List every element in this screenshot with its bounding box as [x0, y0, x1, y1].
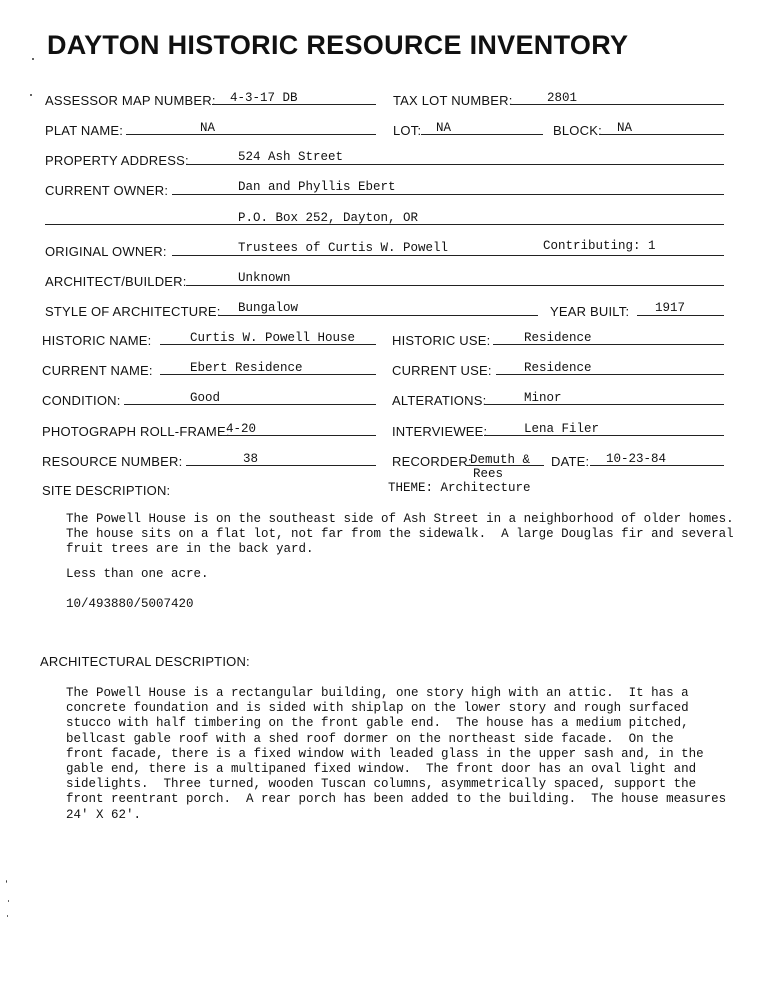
tax-lot-value: 2801	[547, 91, 578, 105]
style-line	[218, 315, 538, 316]
historic-use-label: HISTORIC USE:	[392, 333, 491, 348]
scan-speck	[7, 915, 8, 917]
site-description-text: The Powell House is on the southeast side of Ash Street in a neighborhood of older homes. The house sits on a flat lot, not far from the sidewalk. A large Douglas fir and several fruit trees are in the back yard.	[66, 512, 734, 557]
resource-number-line	[186, 465, 376, 466]
property-address-value: 524 Ash Street	[238, 150, 344, 164]
current-owner-value-1: Dan and Phyllis Ebert	[238, 180, 396, 194]
scan-speck	[6, 880, 7, 883]
plat-name-value: NA	[200, 121, 216, 135]
current-name-label: CURRENT NAME:	[42, 363, 153, 378]
date-value: 10-23-84	[606, 452, 667, 466]
architectural-description-label: ARCHITECTURAL DESCRIPTION:	[40, 654, 250, 669]
resource-number-value: 38	[243, 452, 259, 466]
architect-builder-line	[186, 285, 724, 286]
condition-line	[124, 404, 376, 405]
block-label: BLOCK:	[553, 123, 602, 138]
form-title: DAYTON HISTORIC RESOURCE INVENTORY	[47, 30, 629, 60]
tax-lot-line	[510, 104, 724, 105]
scan-speck	[32, 58, 34, 60]
recorder-label: RECORDER:	[392, 454, 472, 469]
interviewee-label: INTERVIEWEE:	[392, 424, 488, 439]
year-built-value: 1917	[655, 301, 686, 315]
contributing-value: Contributing: 1	[543, 239, 656, 253]
historic-use-value: Residence	[524, 331, 592, 345]
architectural-measurement: 24' X 62'.	[66, 808, 142, 822]
photograph-label: PHOTOGRAPH ROLL-FRAME:	[42, 424, 230, 439]
site-utm: 10/493880/5007420	[66, 597, 194, 611]
assessor-map-label: ASSESSOR MAP NUMBER:	[45, 93, 216, 108]
scan-speck	[8, 900, 9, 902]
condition-value: Good	[190, 391, 221, 405]
photograph-value: 4-20	[226, 422, 257, 436]
style-label: STYLE OF ARCHITECTURE:	[45, 304, 221, 319]
resource-number-label: RESOURCE NUMBER:	[42, 454, 183, 469]
architect-builder-label: ARCHITECT/BUILDER:	[45, 274, 187, 289]
condition-label: CONDITION:	[42, 393, 121, 408]
current-owner-line	[172, 194, 724, 195]
year-built-line	[637, 315, 724, 316]
original-owner-line	[172, 255, 724, 256]
alterations-label: ALTERATIONS:	[392, 393, 487, 408]
scan-speck	[30, 94, 32, 96]
property-address-label: PROPERTY ADDRESS:	[45, 153, 189, 168]
current-owner-value-2: P.O. Box 252, Dayton, OR	[238, 211, 419, 225]
interviewee-line	[484, 435, 724, 436]
current-use-value: Residence	[524, 361, 592, 375]
theme-value: THEME: Architecture	[388, 481, 531, 495]
date-label: DATE:	[551, 454, 590, 469]
lot-value: NA	[436, 121, 452, 135]
year-built-label: YEAR BUILT:	[550, 304, 630, 319]
architect-builder-value: Unknown	[238, 271, 291, 285]
current-owner-label: CURRENT OWNER:	[45, 183, 169, 198]
alterations-line	[484, 404, 724, 405]
alterations-value: Minor	[524, 391, 562, 405]
site-description-label: SITE DESCRIPTION:	[42, 483, 171, 498]
lot-label: LOT:	[393, 123, 422, 138]
current-use-label: CURRENT USE:	[392, 363, 492, 378]
property-address-line	[186, 164, 724, 165]
interviewee-value: Lena Filer	[524, 422, 600, 436]
block-value: NA	[617, 121, 633, 135]
historic-name-label: HISTORIC NAME:	[42, 333, 152, 348]
recorder-value-1: Demuth &	[470, 453, 531, 467]
style-value: Bungalow	[238, 301, 299, 315]
recorder-value-2: Rees	[473, 467, 504, 481]
plat-name-line	[126, 134, 376, 135]
current-name-value: Ebert Residence	[190, 361, 303, 375]
assessor-map-value: 4-3-17 DB	[230, 91, 298, 105]
plat-name-label: PLAT NAME:	[45, 123, 124, 138]
original-owner-label: ORIGINAL OWNER:	[45, 244, 167, 259]
site-acreage: Less than one acre.	[66, 567, 209, 581]
original-owner-value: Trustees of Curtis W. Powell	[238, 241, 449, 255]
architectural-description-text: The Powell House is a rectangular building, one story high with an attic. It has a concrete foundation and is sided with shiplap on the lower story and rough surfaced stucco with half timbering on the front gable end. The house has a medium pitched, bellcast gable roof with a shed roof dormer on the northeast side facade. On the front facade, there is a fixed window with leaded glass in the upper sash and, in the gable end, there is a multipaned fixed window. The front door has an oval light and sidelights. Three turned, wooden Tuscan columns, asymmetrically spaced, support the front reentrant porch. A rear porch has been added to the building. The house measures	[66, 686, 727, 807]
tax-lot-label: TAX LOT NUMBER:	[393, 93, 513, 108]
historic-name-value: Curtis W. Powell House	[190, 331, 356, 345]
